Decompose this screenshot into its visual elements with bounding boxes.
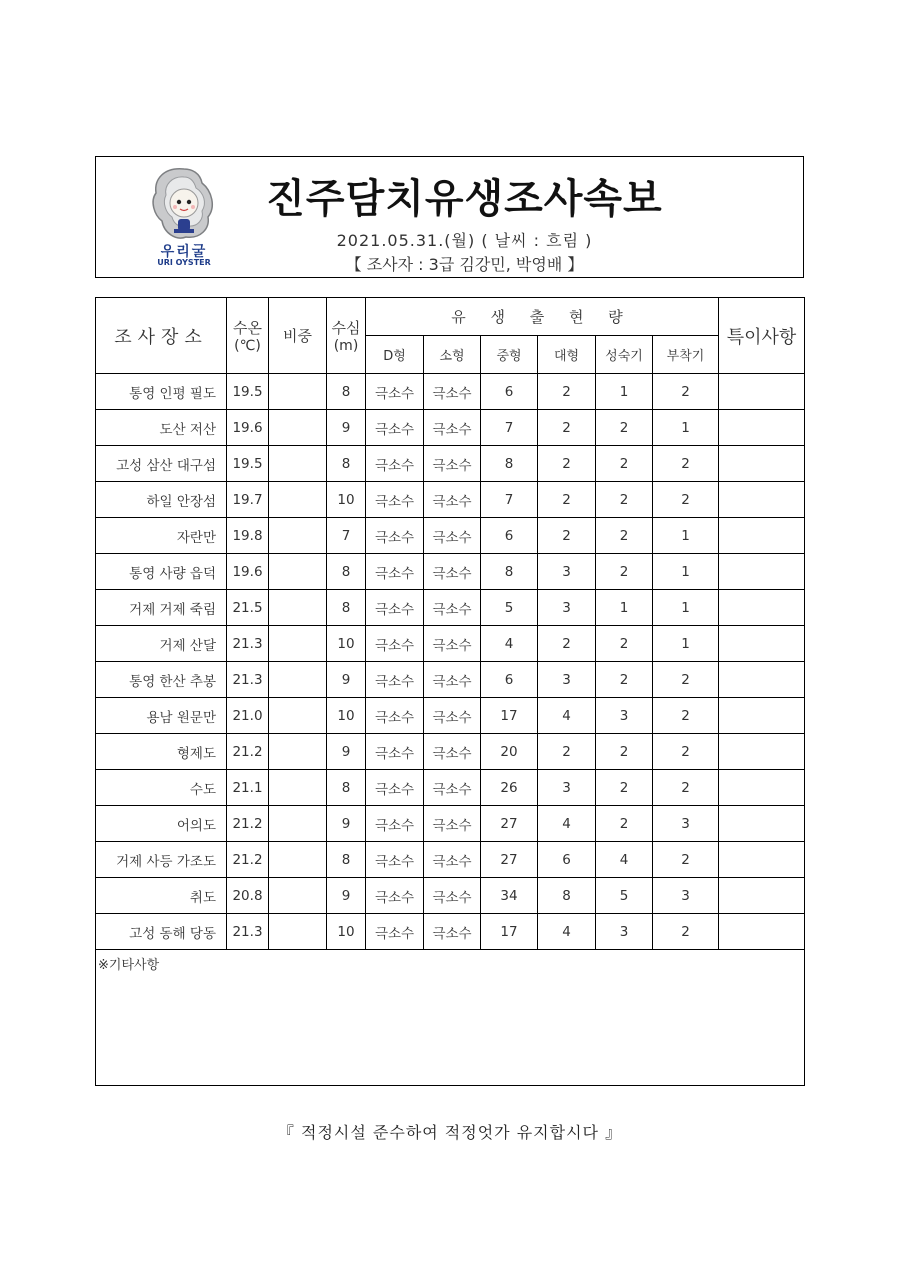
report-header (95, 156, 804, 278)
attach-cell: 1 (653, 626, 719, 662)
notes-cell (719, 482, 805, 518)
medium-cell: 34 (481, 878, 538, 914)
d-type-cell: 극소수 (366, 410, 424, 446)
large-cell: 2 (538, 518, 596, 554)
notes-cell (719, 734, 805, 770)
site-cell: 도산 저산 (96, 410, 227, 446)
site-cell: 자란만 (96, 518, 227, 554)
depth-cell: 9 (327, 734, 366, 770)
attach-cell: 2 (653, 914, 719, 950)
mature-cell: 2 (596, 770, 653, 806)
report-title: 진주담치유생조사속보 (266, 176, 663, 222)
notes-cell (719, 806, 805, 842)
notes-cell (719, 662, 805, 698)
medium-cell: 6 (481, 374, 538, 410)
medium-cell: 7 (481, 410, 538, 446)
d-type-cell: 극소수 (366, 554, 424, 590)
site-cell: 통영 한산 추봉 (96, 662, 227, 698)
large-cell: 6 (538, 842, 596, 878)
attach-cell: 1 (653, 410, 719, 446)
notes-cell (719, 878, 805, 914)
col-header-small: 소형 (424, 336, 481, 374)
gravity-cell (269, 518, 327, 554)
mature-cell: 2 (596, 410, 653, 446)
depth-cell: 8 (327, 842, 366, 878)
col-header-temp-line1: 수온 (233, 319, 262, 337)
large-cell: 3 (538, 590, 596, 626)
small-cell: 극소수 (424, 842, 481, 878)
mature-cell: 2 (596, 734, 653, 770)
medium-cell: 17 (481, 914, 538, 950)
large-cell: 3 (538, 554, 596, 590)
large-cell: 3 (538, 770, 596, 806)
gravity-cell (269, 590, 327, 626)
gravity-cell (269, 410, 327, 446)
gravity-cell (269, 374, 327, 410)
d-type-cell: 극소수 (366, 698, 424, 734)
small-cell: 극소수 (424, 374, 481, 410)
large-cell: 4 (538, 914, 596, 950)
large-cell: 4 (538, 806, 596, 842)
medium-cell: 8 (481, 446, 538, 482)
table-row (96, 590, 805, 626)
mature-cell: 1 (596, 374, 653, 410)
col-header-large: 대형 (538, 336, 596, 374)
d-type-cell: 극소수 (366, 446, 424, 482)
temp-cell: 21.3 (227, 662, 269, 698)
col-header-larvae-group: 유 생 출 현 량 (366, 298, 719, 336)
depth-cell: 9 (327, 878, 366, 914)
mature-cell: 2 (596, 482, 653, 518)
mature-cell: 3 (596, 914, 653, 950)
d-type-cell: 극소수 (366, 518, 424, 554)
large-cell: 3 (538, 662, 596, 698)
col-header-gravity: 비중 (269, 298, 327, 374)
mature-cell: 2 (596, 554, 653, 590)
col-header-depth (327, 298, 366, 374)
site-cell: 취도 (96, 878, 227, 914)
col-header-temp-line2: (℃) (234, 338, 261, 354)
small-cell: 극소수 (424, 410, 481, 446)
attach-cell: 3 (653, 878, 719, 914)
mature-cell: 2 (596, 446, 653, 482)
attach-cell: 3 (653, 806, 719, 842)
depth-cell: 8 (327, 770, 366, 806)
depth-cell: 10 (327, 482, 366, 518)
col-header-depth-line2: (m) (333, 338, 359, 354)
attach-cell: 1 (653, 554, 719, 590)
mature-cell: 3 (596, 698, 653, 734)
temp-cell: 21.3 (227, 914, 269, 950)
table-row (96, 914, 805, 950)
medium-cell: 20 (481, 734, 538, 770)
notes-cell (719, 914, 805, 950)
large-cell: 2 (538, 482, 596, 518)
depth-cell: 8 (327, 554, 366, 590)
attach-cell: 2 (653, 482, 719, 518)
temp-cell: 19.7 (227, 482, 269, 518)
large-cell: 2 (538, 374, 596, 410)
col-header-medium: 중형 (481, 336, 538, 374)
temp-cell: 21.0 (227, 698, 269, 734)
report-date-weather: 2021.05.31.(월) ( 날씨 : 흐림 ) (336, 231, 593, 250)
mature-cell: 2 (596, 806, 653, 842)
logo-subtext: URI OYSTER (157, 258, 211, 267)
small-cell: 극소수 (424, 554, 481, 590)
depth-cell: 10 (327, 914, 366, 950)
attach-cell: 2 (653, 698, 719, 734)
large-cell: 2 (538, 626, 596, 662)
large-cell: 2 (538, 446, 596, 482)
notes-cell (719, 770, 805, 806)
attach-cell: 2 (653, 374, 719, 410)
col-header-notes: 특이사항 (719, 298, 805, 374)
site-cell: 용남 원문만 (96, 698, 227, 734)
depth-cell: 9 (327, 410, 366, 446)
attach-cell: 2 (653, 662, 719, 698)
table-row (96, 842, 805, 878)
temp-cell: 21.2 (227, 806, 269, 842)
report-surveyor: 【 조사자 : 3급 김강민, 박영배 】 (345, 255, 584, 274)
d-type-cell: 극소수 (366, 626, 424, 662)
table-row (96, 374, 805, 410)
d-type-cell: 극소수 (366, 878, 424, 914)
large-cell: 4 (538, 698, 596, 734)
notes-cell (719, 842, 805, 878)
notes-cell (719, 554, 805, 590)
survey-rows (96, 374, 805, 950)
d-type-cell: 극소수 (366, 914, 424, 950)
table-row (96, 518, 805, 554)
temp-cell: 19.5 (227, 446, 269, 482)
temp-cell: 19.8 (227, 518, 269, 554)
site-cell: 거제 사등 가조도 (96, 842, 227, 878)
col-header-temp (227, 298, 269, 374)
gravity-cell (269, 446, 327, 482)
other-remarks: ※기타사항 (96, 950, 805, 1086)
table-row (96, 878, 805, 914)
small-cell: 극소수 (424, 734, 481, 770)
d-type-cell: 극소수 (366, 806, 424, 842)
depth-cell: 7 (327, 518, 366, 554)
temp-cell: 21.2 (227, 734, 269, 770)
site-cell: 통영 사량 읍덕 (96, 554, 227, 590)
attach-cell: 2 (653, 770, 719, 806)
large-cell: 2 (538, 734, 596, 770)
table-row (96, 806, 805, 842)
col-header-mature: 성숙기 (596, 336, 653, 374)
small-cell: 극소수 (424, 482, 481, 518)
small-cell: 극소수 (424, 698, 481, 734)
gravity-cell (269, 698, 327, 734)
d-type-cell: 극소수 (366, 770, 424, 806)
medium-cell: 17 (481, 698, 538, 734)
temp-cell: 19.5 (227, 374, 269, 410)
small-cell: 극소수 (424, 626, 481, 662)
small-cell: 극소수 (424, 806, 481, 842)
table-row (96, 770, 805, 806)
temp-cell: 20.8 (227, 878, 269, 914)
small-cell: 극소수 (424, 518, 481, 554)
medium-cell: 6 (481, 662, 538, 698)
site-cell: 거제 거제 죽림 (96, 590, 227, 626)
mature-cell: 2 (596, 662, 653, 698)
mature-cell: 4 (596, 842, 653, 878)
medium-cell: 5 (481, 590, 538, 626)
gravity-cell (269, 770, 327, 806)
depth-cell: 8 (327, 374, 366, 410)
depth-cell: 10 (327, 626, 366, 662)
notes-cell (719, 410, 805, 446)
medium-cell: 4 (481, 626, 538, 662)
attach-cell: 1 (653, 518, 719, 554)
col-header-depth-line1: 수심 (331, 319, 361, 337)
site-cell: 거제 산달 (96, 626, 227, 662)
site-cell: 형제도 (96, 734, 227, 770)
attach-cell: 2 (653, 446, 719, 482)
small-cell: 극소수 (424, 770, 481, 806)
attach-cell: 1 (653, 590, 719, 626)
notes-cell (719, 698, 805, 734)
medium-cell: 27 (481, 842, 538, 878)
depth-cell: 8 (327, 446, 366, 482)
temp-cell: 21.1 (227, 770, 269, 806)
gravity-cell (269, 878, 327, 914)
gravity-cell (269, 626, 327, 662)
footer-slogan: 『 적정시설 준수하여 적정엇가 유지합시다 』 (277, 1123, 623, 1142)
temp-cell: 21.3 (227, 626, 269, 662)
d-type-cell: 극소수 (366, 842, 424, 878)
large-cell: 2 (538, 410, 596, 446)
attach-cell: 2 (653, 842, 719, 878)
site-cell: 고성 동해 당동 (96, 914, 227, 950)
depth-cell: 10 (327, 698, 366, 734)
larvae-survey-table (95, 297, 805, 1086)
large-cell: 8 (538, 878, 596, 914)
mature-cell: 5 (596, 878, 653, 914)
gravity-cell (269, 734, 327, 770)
gravity-cell (269, 662, 327, 698)
table-row (96, 410, 805, 446)
col-header-attach: 부착기 (653, 336, 719, 374)
d-type-cell: 극소수 (366, 590, 424, 626)
site-cell: 하일 안장섬 (96, 482, 227, 518)
notes-cell (719, 374, 805, 410)
col-header-d-type: D형 (366, 336, 424, 374)
col-header-site: 조사장소 (96, 298, 227, 374)
medium-cell: 27 (481, 806, 538, 842)
table-row (96, 554, 805, 590)
small-cell: 극소수 (424, 662, 481, 698)
table-row (96, 446, 805, 482)
notes-cell (719, 518, 805, 554)
table-row (96, 626, 805, 662)
small-cell: 극소수 (424, 878, 481, 914)
d-type-cell: 극소수 (366, 482, 424, 518)
mature-cell: 1 (596, 590, 653, 626)
medium-cell: 7 (481, 482, 538, 518)
attach-cell: 2 (653, 734, 719, 770)
small-cell: 극소수 (424, 590, 481, 626)
table-row (96, 662, 805, 698)
small-cell: 극소수 (424, 914, 481, 950)
temp-cell: 19.6 (227, 410, 269, 446)
gravity-cell (269, 482, 327, 518)
gravity-cell (269, 842, 327, 878)
site-cell: 어의도 (96, 806, 227, 842)
notes-cell (719, 590, 805, 626)
gravity-cell (269, 806, 327, 842)
medium-cell: 8 (481, 554, 538, 590)
depth-cell: 8 (327, 590, 366, 626)
temp-cell: 21.2 (227, 842, 269, 878)
depth-cell: 9 (327, 662, 366, 698)
site-cell: 수도 (96, 770, 227, 806)
mature-cell: 2 (596, 518, 653, 554)
medium-cell: 6 (481, 518, 538, 554)
table-row (96, 734, 805, 770)
mature-cell: 2 (596, 626, 653, 662)
gravity-cell (269, 554, 327, 590)
notes-cell (719, 446, 805, 482)
table-row (96, 698, 805, 734)
logo-text: 우리굴 (160, 244, 208, 260)
temp-cell: 21.5 (227, 590, 269, 626)
notes-cell (719, 626, 805, 662)
site-cell: 통영 인평 필도 (96, 374, 227, 410)
table-row (96, 482, 805, 518)
small-cell: 극소수 (424, 446, 481, 482)
d-type-cell: 극소수 (366, 374, 424, 410)
gravity-cell (269, 914, 327, 950)
d-type-cell: 극소수 (366, 662, 424, 698)
site-cell: 고성 삼산 대구섬 (96, 446, 227, 482)
medium-cell: 26 (481, 770, 538, 806)
d-type-cell: 극소수 (366, 734, 424, 770)
depth-cell: 9 (327, 806, 366, 842)
temp-cell: 19.6 (227, 554, 269, 590)
